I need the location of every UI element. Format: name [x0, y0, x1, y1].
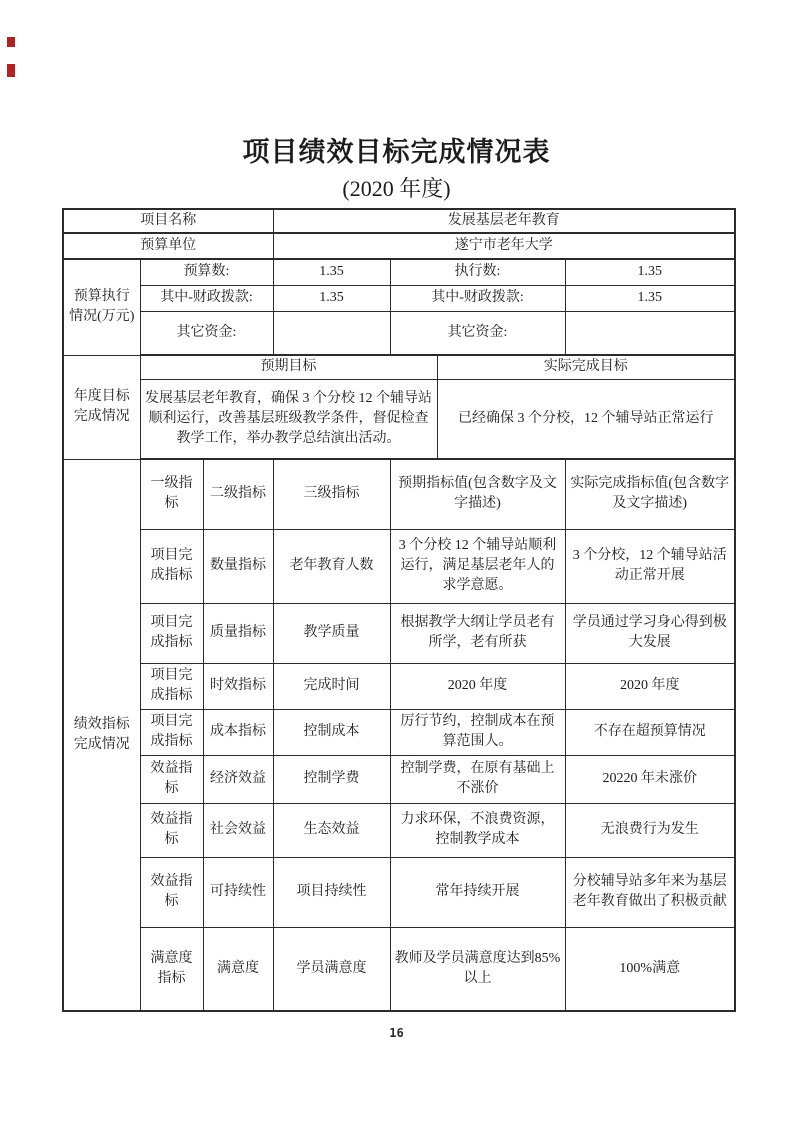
indicator-actual: 2020 年度 — [565, 663, 735, 709]
annual-actual-header: 实际完成目标 — [437, 355, 735, 379]
table-row — [63, 663, 735, 709]
performance-table — [62, 208, 736, 1012]
table-row — [63, 459, 735, 529]
budget-label: 其它资金: — [390, 311, 565, 355]
budget-label: 其它资金: — [140, 311, 273, 355]
perf-section-label: 绩效指标完成情况 — [63, 459, 140, 1011]
page-title: 项目绩效目标完成情况表 — [242, 137, 551, 167]
table-row — [63, 311, 735, 355]
indicator-actual: 不存在超预算情况 — [565, 709, 735, 755]
indicator-level3: 老年教育人数 — [273, 529, 390, 603]
indicator-level1: 项目完成指标 — [140, 709, 203, 755]
indicator-level2: 质量指标 — [203, 603, 273, 663]
indicator-level3: 控制成本 — [273, 709, 390, 755]
annual-expected-value: 发展基层老年教育，确保 3 个分校 12 个辅导站顺利运行，改善基层班级教学条件，督促检查教学工作，举办教学总结演出活动。 — [140, 379, 437, 459]
annual-actual-value: 已经确保 3 个分校，12 个辅导站正常运行 — [437, 379, 735, 459]
indicator-level3: 生态效益 — [273, 803, 390, 857]
indicator-level1: 项目完成指标 — [140, 529, 203, 603]
annual-expected-header: 预期目标 — [140, 355, 437, 379]
indicator-header-level3: 三级指标 — [273, 459, 390, 529]
budget-value: 1.35 — [273, 259, 390, 285]
table-row — [63, 529, 735, 603]
project-name-value: 发展基层老年教育 — [273, 209, 735, 233]
indicator-actual: 学员通过学习身心得到极大发展 — [565, 603, 735, 663]
indicator-level3: 学员满意度 — [273, 927, 390, 1011]
annual-section-label: 年度目标完成情况 — [63, 355, 140, 459]
indicator-actual: 20220 年未涨价 — [565, 755, 735, 803]
budget-section-label: 预算执行情况(万元) — [63, 259, 140, 355]
page-number: 16 — [389, 1026, 404, 1040]
indicator-actual: 100%满意 — [565, 927, 735, 1011]
table-row — [63, 927, 735, 1011]
table-row — [63, 603, 735, 663]
table-row — [63, 355, 735, 379]
indicator-level1: 效益指标 — [140, 803, 203, 857]
indicator-expected: 力求环保，不浪费资源，控制教学成本 — [390, 803, 565, 857]
budget-unit-value: 遂宁市老年大学 — [273, 233, 735, 259]
indicator-level3: 项目持续性 — [273, 857, 390, 927]
indicator-expected: 常年持续开展 — [390, 857, 565, 927]
table-row — [63, 379, 735, 459]
indicator-actual: 分校辅导站多年来为基层老年教育做出了积极贡献 — [565, 857, 735, 927]
page-subtitle: (2020 年度) — [342, 176, 451, 201]
table-row — [63, 755, 735, 803]
indicator-level3: 控制学费 — [273, 755, 390, 803]
indicator-expected: 教师及学员满意度达到85%以上 — [390, 927, 565, 1011]
indicator-header-expected: 预期指标值(包含数字及文字描述) — [390, 459, 565, 529]
indicator-expected: 厉行节约，控制成本在预算范围人。 — [390, 709, 565, 755]
budget-label: 其中-财政拨款: — [390, 285, 565, 311]
table-row — [63, 259, 735, 285]
indicator-expected: 控制学费，在原有基础上不涨价 — [390, 755, 565, 803]
budget-unit-label: 预算单位 — [63, 233, 273, 259]
table-row — [63, 285, 735, 311]
red-edge-mark — [7, 37, 15, 47]
indicator-level1: 效益指标 — [140, 755, 203, 803]
indicator-level2: 成本指标 — [203, 709, 273, 755]
indicator-level1: 效益指标 — [140, 857, 203, 927]
budget-label: 执行数: — [390, 259, 565, 285]
indicator-header-level2: 二级指标 — [203, 459, 273, 529]
table-row — [63, 209, 735, 233]
table-row — [63, 233, 735, 259]
indicator-header-level1: 一级指标 — [140, 459, 203, 529]
indicator-level2: 经济效益 — [203, 755, 273, 803]
indicator-actual: 3 个分校，12 个辅导站活动正常开展 — [565, 529, 735, 603]
budget-value: 1.35 — [273, 285, 390, 311]
indicator-level2: 时效指标 — [203, 663, 273, 709]
indicator-level3: 教学质量 — [273, 603, 390, 663]
indicator-level2: 数量指标 — [203, 529, 273, 603]
indicator-level2: 可持续性 — [203, 857, 273, 927]
indicator-level3: 完成时间 — [273, 663, 390, 709]
indicator-header-actual: 实际完成指标值(包含数字及文字描述) — [565, 459, 735, 529]
budget-value — [273, 311, 390, 355]
table-row — [63, 709, 735, 755]
table-row — [63, 803, 735, 857]
indicator-level2: 满意度 — [203, 927, 273, 1011]
indicator-expected: 3 个分校 12 个辅导站顺利运行，满足基层老年人的求学意愿。 — [390, 529, 565, 603]
budget-value: 1.35 — [565, 285, 735, 311]
budget-label: 预算数: — [140, 259, 273, 285]
table-row — [63, 857, 735, 927]
indicator-actual: 无浪费行为发生 — [565, 803, 735, 857]
budget-value: 1.35 — [565, 259, 735, 285]
indicator-level1: 满意度指标 — [140, 927, 203, 1011]
indicator-expected: 2020 年度 — [390, 663, 565, 709]
indicator-level1: 项目完成指标 — [140, 663, 203, 709]
budget-label: 其中-财政拨款: — [140, 285, 273, 311]
budget-value — [565, 311, 735, 355]
indicator-level2: 社会效益 — [203, 803, 273, 857]
red-edge-mark — [7, 64, 15, 77]
indicator-expected: 根据教学大纲让学员老有所学，老有所获 — [390, 603, 565, 663]
indicator-level1: 项目完成指标 — [140, 603, 203, 663]
project-name-label: 项目名称 — [63, 209, 273, 233]
